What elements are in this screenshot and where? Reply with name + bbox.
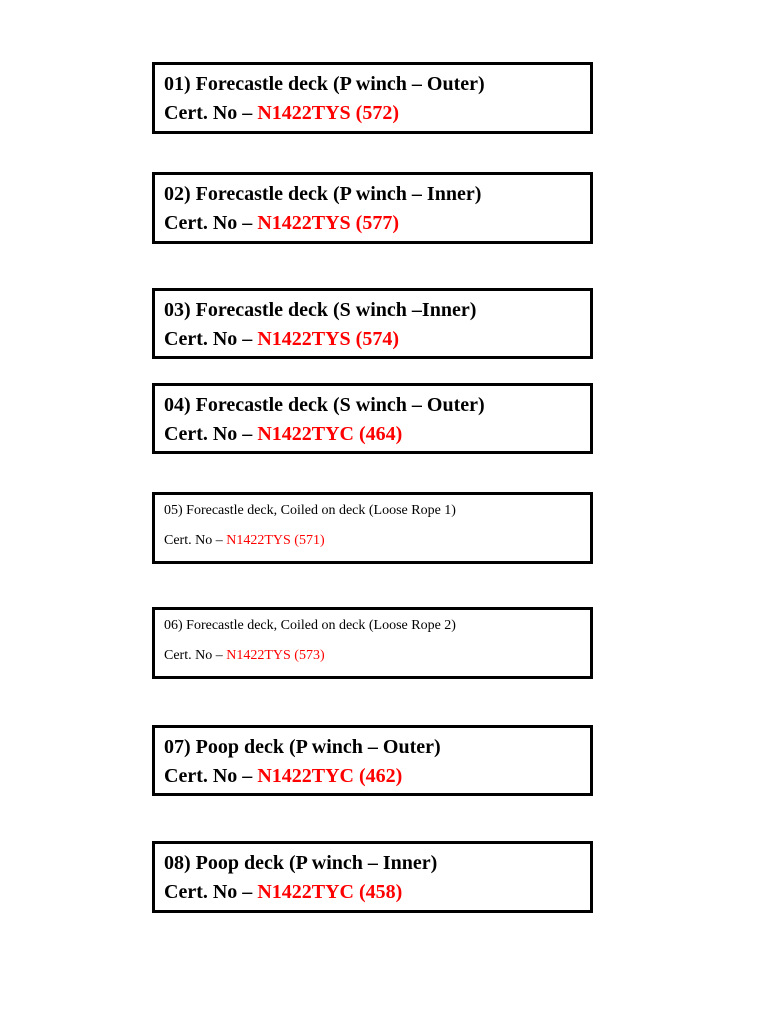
certificate-number-line [164, 99, 590, 128]
certificate-title: 02) Forecastle deck (P winch – Inner) [164, 183, 482, 205]
certificate-number-line [164, 209, 590, 238]
certificate-number-line [164, 762, 590, 791]
cert-label: Cert. No – [164, 102, 258, 124]
cert-label: Cert. No – [164, 533, 227, 548]
cert-value: N1422TYS (577) [257, 212, 399, 234]
cert-value: N1422TYS (574) [257, 328, 399, 350]
cert-value: N1422TYC (464) [257, 423, 403, 445]
certificate-title: 06) Forecastle deck, Coiled on deck (Loose Rope 2) [164, 618, 456, 633]
certificate-box-03 [152, 288, 593, 359]
certificate-title: 05) Forecastle deck, Coiled on deck (Loose Rope 1) [164, 503, 456, 518]
certificate-number-line [164, 647, 590, 665]
cert-label: Cert. No – [164, 328, 258, 350]
cert-label: Cert. No – [164, 648, 227, 663]
certificate-number-line [164, 420, 590, 449]
cert-label: Cert. No – [164, 212, 258, 234]
cert-value: N1422TYC (462) [257, 765, 403, 787]
certificate-number-line [164, 878, 590, 907]
certificate-title: 07) Poop deck (P winch – Outer) [164, 736, 441, 758]
cert-label: Cert. No – [164, 423, 258, 445]
certificate-title: 01) Forecastle deck (P winch – Outer) [164, 73, 485, 95]
cert-label: Cert. No – [164, 881, 258, 903]
certificate-box-08 [152, 841, 593, 913]
cert-value: N1422TYS (571) [226, 533, 325, 548]
certificate-title: 04) Forecastle deck (S winch – Outer) [164, 394, 485, 416]
certificate-box-04 [152, 383, 593, 454]
cert-label: Cert. No – [164, 765, 258, 787]
certificate-box-02 [152, 172, 593, 244]
certificate-box-07 [152, 725, 593, 796]
certificate-title: 08) Poop deck (P winch – Inner) [164, 852, 438, 874]
certificate-box-01 [152, 62, 593, 134]
cert-value: N1422TYC (458) [257, 881, 403, 903]
certificate-number-line [164, 532, 590, 550]
certificate-box-06 [152, 607, 593, 679]
cert-value: N1422TYS (572) [257, 102, 399, 124]
certificate-box-05 [152, 492, 593, 564]
cert-value: N1422TYS (573) [226, 648, 325, 663]
certificate-title: 03) Forecastle deck (S winch –Inner) [164, 299, 477, 321]
certificate-number-line [164, 325, 590, 354]
